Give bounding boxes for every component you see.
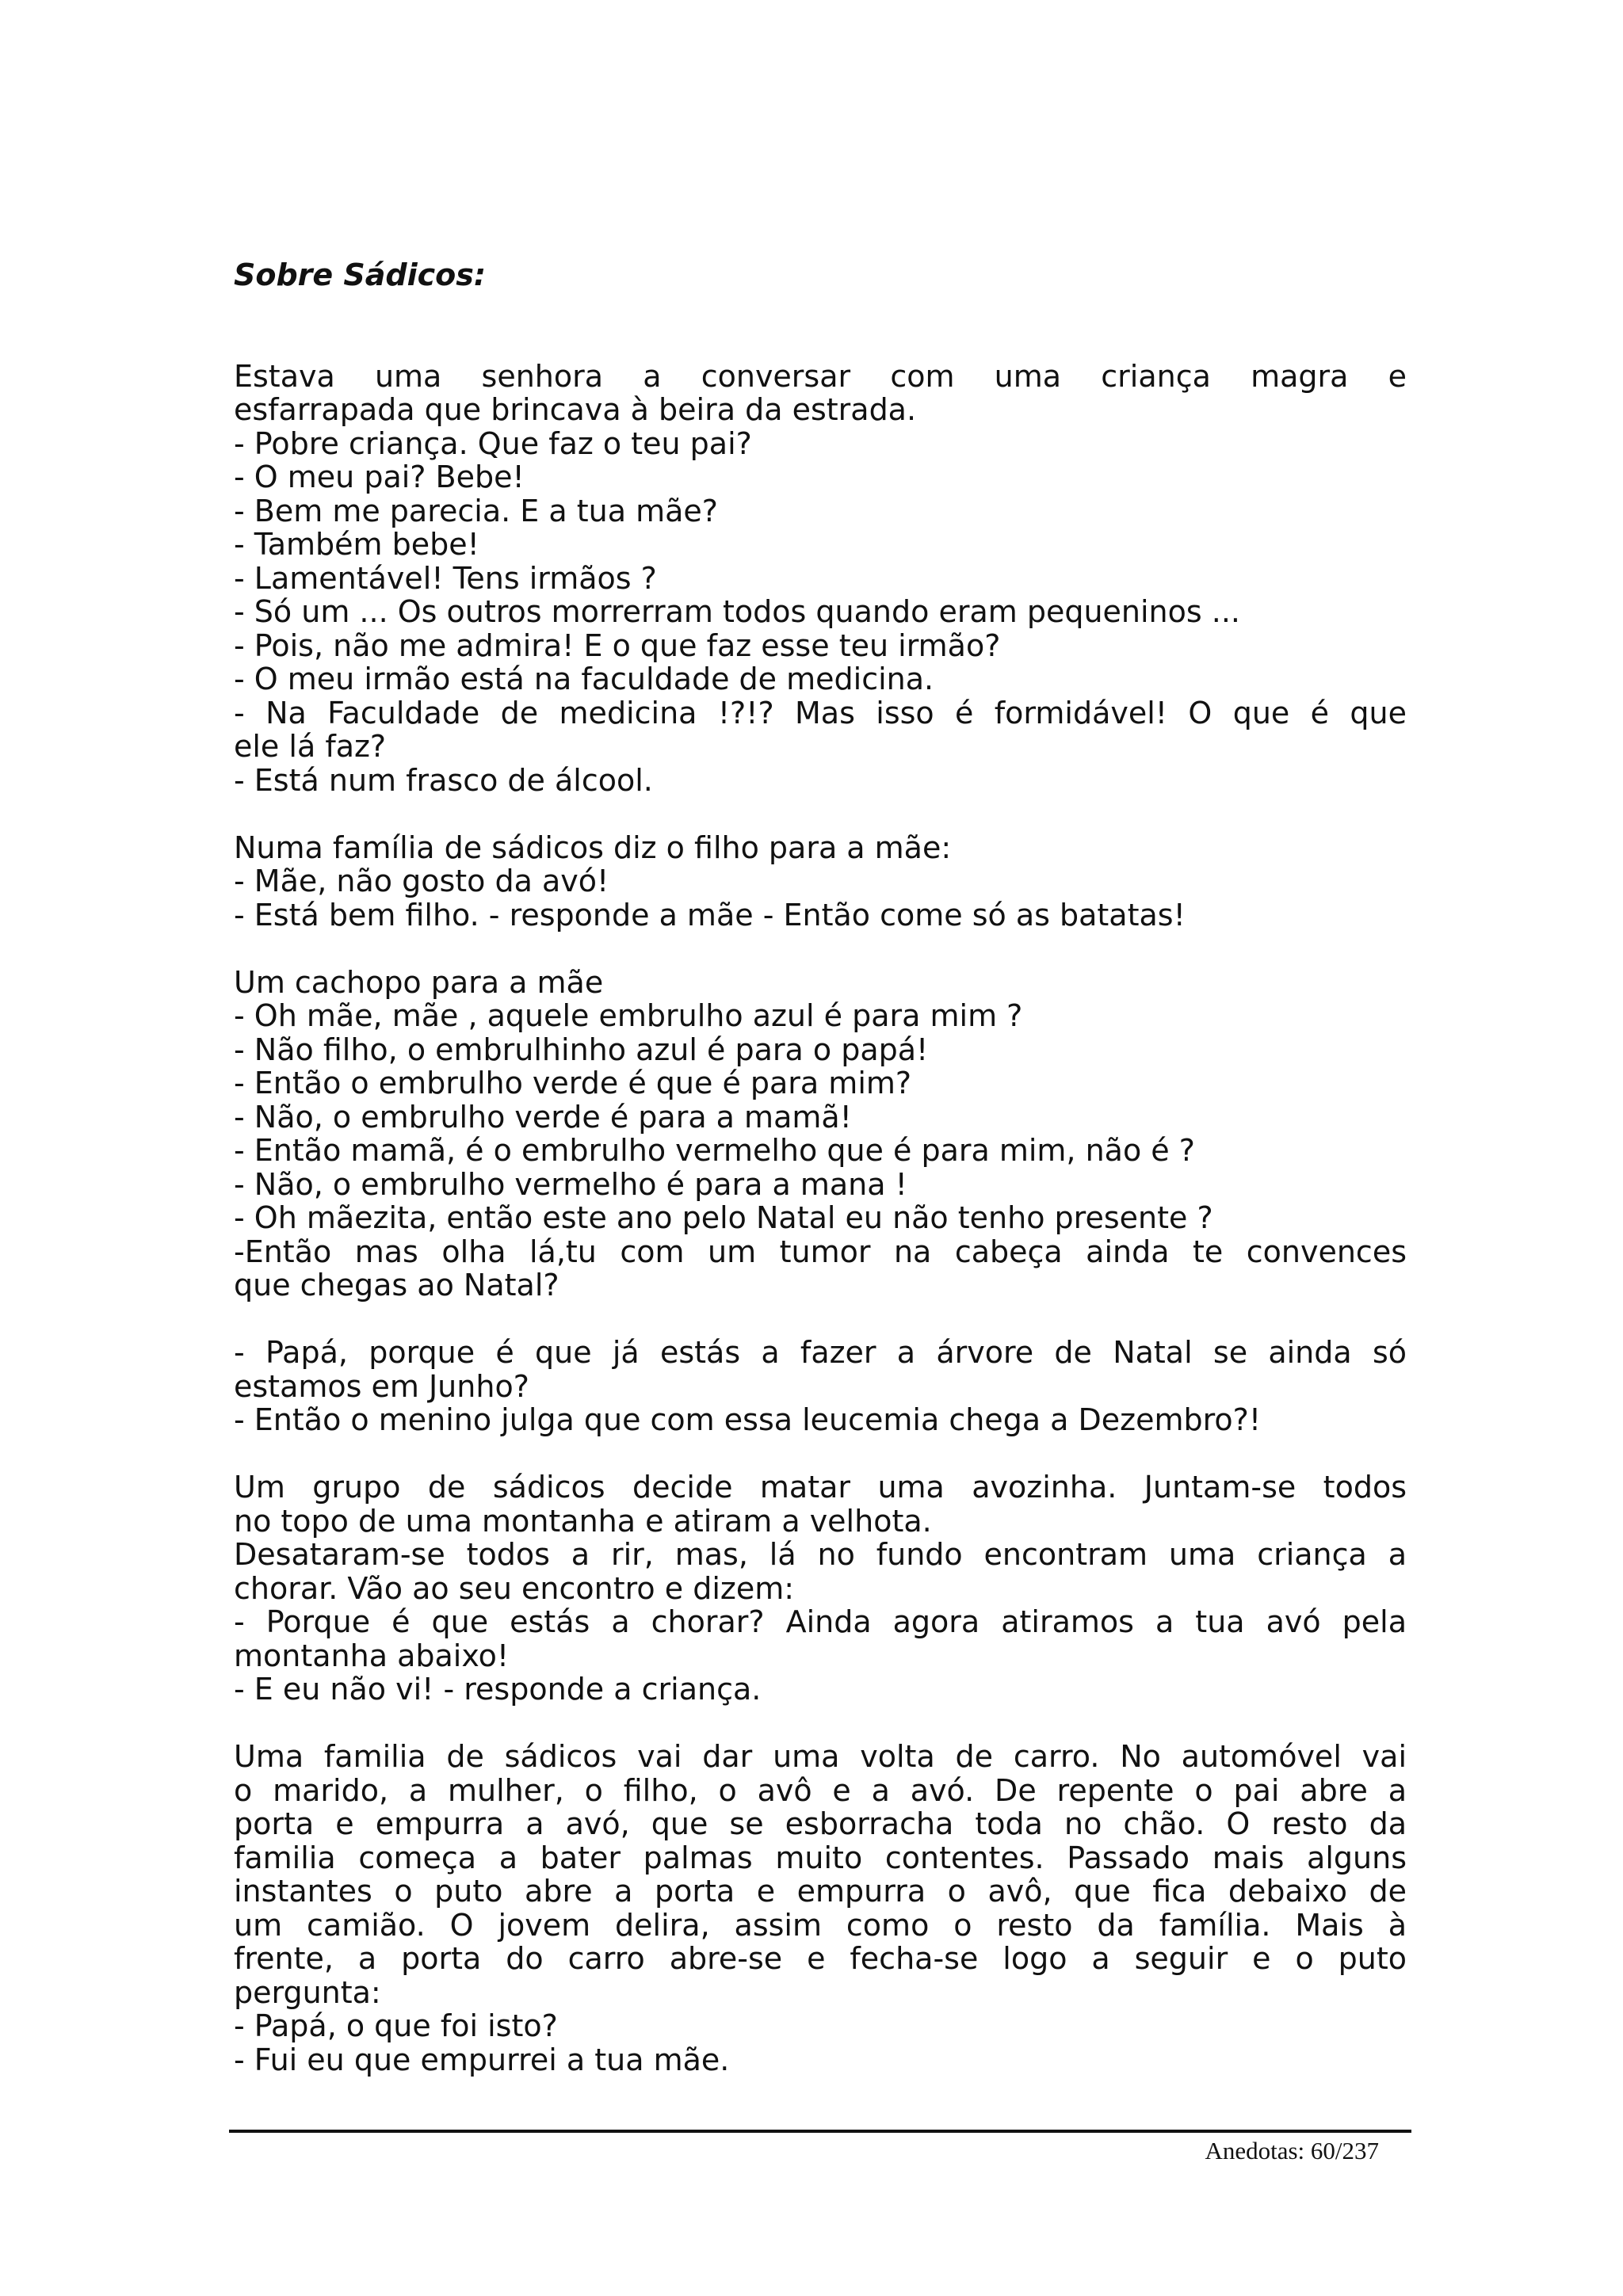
text-line: que chegas ao Natal? — [234, 1268, 559, 1302]
text-line: - Então o menino julga que com essa leucemia chega a Dezembro?! — [234, 1402, 1262, 1437]
text-line: - Lamentável! Tens irmãos ? — [234, 560, 657, 596]
text-line: - Pois, não me admira! E o que faz esse teu irmão? — [234, 627, 1001, 663]
text-line: - Mãe, não gosto da avó! — [234, 864, 609, 898]
footer-divider — [229, 2130, 1411, 2133]
anecdote-paragraph — [234, 360, 1407, 798]
text-line: - Porque é que estás a chorar? Ainda agora atiramos a tua avó pela — [234, 1604, 1407, 1639]
section-heading: Sobre Sádicos: — [234, 257, 487, 292]
text-line: no topo de uma montanha e atiram a velhota. — [234, 1503, 932, 1539]
text-line: frente, a porta do carro abre-se e fecha-se logo a seguir e o puto — [234, 1941, 1407, 1976]
text-line: - Então o embrulho verde é que é para mim? — [234, 1066, 912, 1100]
text-line: - Não filho, o embrulhinho azul é para o papá! — [234, 1032, 929, 1067]
text-line: - Então mamã, é o embrulho vermelho que é para mim, não é ? — [234, 1133, 1195, 1168]
anecdote-paragraph — [234, 1336, 1407, 1437]
page-content — [234, 258, 1407, 2111]
text-line: - O meu irmão está na faculdade de medicina. — [234, 662, 934, 696]
text-line: esfarrapada que brincava à beira da estrada. — [234, 392, 917, 427]
text-line: Estava uma senhora a conversar com uma criança magra e — [234, 358, 1407, 394]
anecdote-paragraph — [234, 1740, 1407, 2077]
text-line: - Também bebe! — [234, 527, 479, 562]
text-line: porta e empurra a avó, que se esborracha toda no chão. O resto da — [234, 1806, 1407, 1841]
text-line: ele lá faz? — [234, 729, 387, 764]
anecdote-list — [234, 360, 1407, 2077]
text-line: Uma familia de sádicos vai dar uma volta de carro. No automóvel vai — [234, 1739, 1407, 1774]
text-line: Um cachopo para a mãe — [234, 964, 604, 1000]
text-line: -Então mas olha lá,tu com um tumor na cabeça ainda te convences — [234, 1234, 1407, 1269]
text-line: - E eu não vi! - responde a criança. — [234, 1672, 762, 1707]
page-number-label: Anedotas: 60/237 — [1205, 2137, 1379, 2164]
text-line: - Não, o embrulho verde é para a mamã! — [234, 1099, 852, 1135]
anecdote-paragraph — [234, 831, 1407, 933]
text-line: - Fui eu que empurrei a tua mãe. — [234, 2042, 730, 2077]
text-line: Desataram-se todos a rir, mas, lá no fundo encontram uma criança a — [234, 1537, 1407, 1572]
text-line: - Oh mãe, mãe , aquele embrulho azul é para mim ? — [234, 998, 1023, 1033]
text-line: - Na Faculdade de medicina !?!? Mas isso é formidável! O que é que — [234, 695, 1407, 730]
text-line: - Papá, porque é que já estás a fazer a árvore de Natal se ainda só — [234, 1335, 1407, 1370]
text-line: instantes o puto abre a porta e empurra o avô, que fica debaixo de — [234, 1874, 1407, 1909]
text-line: um camião. O jovem delira, assim como o resto da família. Mais à — [234, 1907, 1407, 1943]
text-line: - Está num frasco de álcool. — [234, 762, 653, 798]
text-line: - Pobre criança. Que faz o teu pai? — [234, 425, 752, 461]
text-line: - O meu pai? Bebe! — [234, 460, 525, 494]
anecdote-paragraph — [234, 966, 1407, 1302]
text-line: - Papá, o que foi isto? — [234, 2008, 558, 2043]
text-line: o marido, a mulher, o filho, o avô e a avó. De repente o pai abre a — [234, 1772, 1407, 1808]
text-line: pergunta: — [234, 1974, 381, 2010]
text-line: montanha abaixo! — [234, 1638, 510, 1673]
text-line: - Oh mãezita, então este ano pelo Natal eu não tenho presente ? — [234, 1200, 1213, 1235]
text-line: chorar. Vão ao seu encontro e dizem: — [234, 1570, 795, 1606]
anecdote-paragraph — [234, 1470, 1407, 1707]
text-line: - Bem me parecia. E a tua mãe? — [234, 493, 718, 528]
text-line: - Só um ... Os outros morrerram todos quando eram pequeninos ... — [234, 594, 1240, 629]
text-line: - Está bem filho. - responde a mãe - Então come só as batatas! — [234, 897, 1186, 933]
text-line: familia começa a bater palmas muito contentes. Passado mais alguns — [234, 1840, 1407, 1875]
text-line: Numa família de sádicos diz o filho para a mãe: — [234, 830, 952, 865]
text-line: Um grupo de sádicos decide matar uma avozinha. Juntam-se todos — [234, 1470, 1407, 1505]
text-line: estamos em Junho? — [234, 1368, 529, 1404]
text-line: - Não, o embrulho vermelho é para a mana ! — [234, 1166, 907, 1202]
